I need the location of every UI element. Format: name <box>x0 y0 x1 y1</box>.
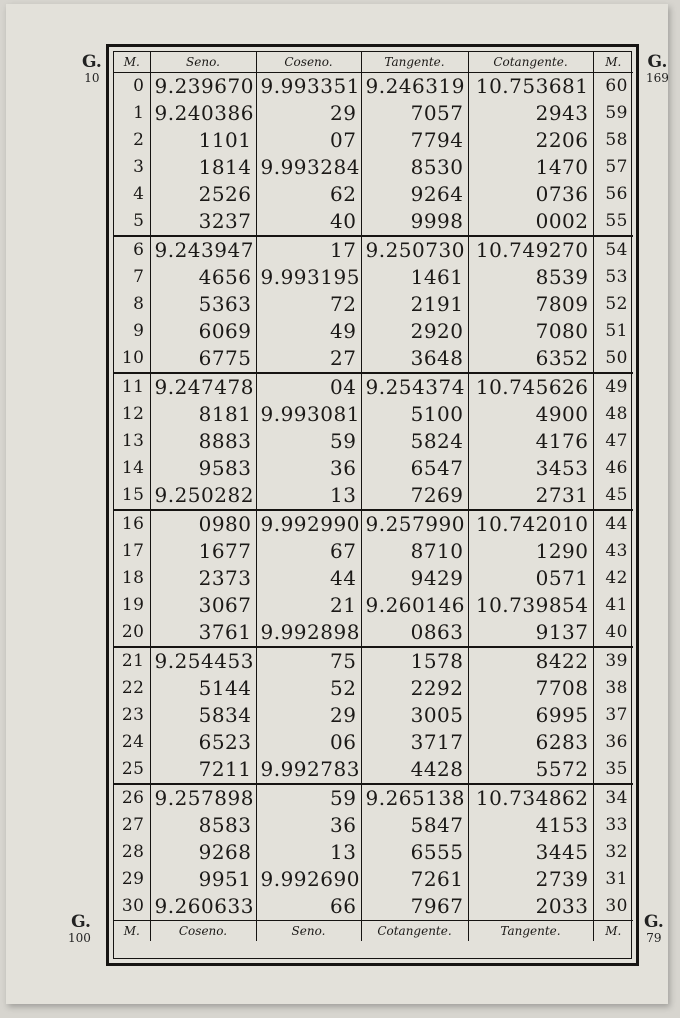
degree-label: G. <box>82 52 102 72</box>
coseno-cell: 59 <box>256 428 361 455</box>
tangente-cell: 7967 <box>361 893 468 921</box>
minute-right-cell: 49 <box>593 373 633 401</box>
minute-cell: 3 <box>133 157 145 177</box>
seno-cell: 9.250282 <box>150 482 256 510</box>
coseno-cell: 36 <box>256 455 361 482</box>
seno-cell: 9.254453 <box>150 647 256 675</box>
table-row <box>114 619 633 647</box>
cotangente-cell: 10.753681 <box>468 73 593 101</box>
coseno-cell: 04 <box>256 373 361 401</box>
minute-right-cell: 55 <box>593 208 633 236</box>
minute-cell: 25 <box>121 759 145 779</box>
cotangente-cell: 7708 <box>468 675 593 702</box>
coseno-cell: 9.992690 <box>256 866 361 893</box>
coseno-cell: 9.993284 <box>256 154 361 181</box>
tangente-cell: 8710 <box>361 538 468 565</box>
coseno-cell: 17 <box>256 236 361 264</box>
tangente-cell: 5100 <box>361 401 468 428</box>
coseno-cell: 62 <box>256 181 361 208</box>
margin-degree-bottom-right <box>644 914 664 946</box>
coseno-cell: 9.993195 <box>256 264 361 291</box>
minute-right-cell: 53 <box>593 264 633 291</box>
minute-right-cell: 60 <box>593 73 633 101</box>
minute-cell: 22 <box>121 678 145 698</box>
seno-cell: 9951 <box>150 866 256 893</box>
minute-cell: 18 <box>121 568 145 588</box>
seno-cell: 9.239670 <box>150 73 256 101</box>
seno-cell: 6523 <box>150 729 256 756</box>
coseno-cell: 13 <box>256 482 361 510</box>
table-row <box>114 318 633 345</box>
seno-cell: 9.240386 <box>150 100 256 127</box>
degree-label: G. <box>71 912 91 932</box>
coseno-cell: 59 <box>256 784 361 812</box>
minute-right-cell: 47 <box>593 428 633 455</box>
table-row <box>114 510 633 538</box>
cotangente-cell: 3445 <box>468 839 593 866</box>
seno-cell: 8181 <box>150 401 256 428</box>
tangente-cell: 9.250730 <box>361 236 468 264</box>
tangente-cell: 6555 <box>361 839 468 866</box>
tangente-cell: 8530 <box>361 154 468 181</box>
tangente-cell: 7269 <box>361 482 468 510</box>
cotangente-cell: 0002 <box>468 208 593 236</box>
table-row <box>114 812 633 839</box>
minute-cell: 5 <box>133 211 145 231</box>
minute-cell: 11 <box>114 373 150 401</box>
seno-cell: 3067 <box>150 592 256 619</box>
minute-cell: 27 <box>121 815 145 835</box>
cotangente-cell: 0736 <box>468 181 593 208</box>
coseno-cell: 9.993081 <box>256 401 361 428</box>
seno-cell: 2526 <box>150 181 256 208</box>
degree-label: G. <box>644 912 664 932</box>
seno-cell: 9.257898 <box>150 784 256 812</box>
minute-cell: 10 <box>121 348 145 368</box>
minute-cell: 19 <box>121 595 145 615</box>
minute-right-cell: 48 <box>593 401 633 428</box>
minute-right-cell: 31 <box>593 866 633 893</box>
minute-right-cell: 56 <box>593 181 633 208</box>
degree-label: G. <box>647 52 668 72</box>
cotangente-cell: 8539 <box>468 264 593 291</box>
minute-cell: 14 <box>121 458 145 478</box>
table-row <box>114 181 633 208</box>
seno-cell: 9.247478 <box>150 373 256 401</box>
seno-cell: 6069 <box>150 318 256 345</box>
degree-number: 10 <box>84 71 100 85</box>
cotangente-cell: 0571 <box>468 565 593 592</box>
tangente-cell: 3648 <box>361 345 468 373</box>
seno-cell: 5834 <box>150 702 256 729</box>
minute-right-cell: 58 <box>593 127 633 154</box>
tangente-cell: 7794 <box>361 127 468 154</box>
minute-right-cell: 57 <box>593 154 633 181</box>
table-row <box>114 236 633 264</box>
tangente-cell: 6547 <box>361 455 468 482</box>
minute-right-cell: 38 <box>593 675 633 702</box>
seno-cell: 1677 <box>150 538 256 565</box>
cotangente-cell: 10.742010 <box>468 510 593 538</box>
cotangente-cell: 1290 <box>468 538 593 565</box>
table-row <box>114 73 633 101</box>
footer-cotangente: Cotangente. <box>361 921 468 942</box>
cotangente-cell: 4153 <box>468 812 593 839</box>
tangente-cell: 5847 <box>361 812 468 839</box>
tangente-cell: 7057 <box>361 100 468 127</box>
table-row <box>114 756 633 784</box>
table-row <box>114 455 633 482</box>
table-row <box>114 565 633 592</box>
table-row <box>114 482 633 510</box>
minute-cell: 26 <box>114 784 150 812</box>
minute-cell: 24 <box>121 732 145 752</box>
tangente-cell: 9.260146 <box>361 592 468 619</box>
margin-degree-top-left <box>82 54 102 86</box>
tangente-cell: 3717 <box>361 729 468 756</box>
seno-cell: 6775 <box>150 345 256 373</box>
cotangente-cell: 6352 <box>468 345 593 373</box>
table-row <box>114 538 633 565</box>
tangente-cell: 2191 <box>361 291 468 318</box>
minute-cell: 0 <box>114 73 150 101</box>
seno-cell: 1101 <box>150 127 256 154</box>
cotangente-cell: 7809 <box>468 291 593 318</box>
coseno-cell: 06 <box>256 729 361 756</box>
cotangente-cell: 10.734862 <box>468 784 593 812</box>
coseno-cell: 44 <box>256 565 361 592</box>
cotangente-cell: 2943 <box>468 100 593 127</box>
table-row <box>114 373 633 401</box>
table-header-row <box>114 52 633 73</box>
minute-right-cell: 46 <box>593 455 633 482</box>
minute-cell: 20 <box>121 622 145 642</box>
minute-cell: 28 <box>121 842 145 862</box>
seno-cell: 4656 <box>150 264 256 291</box>
degree-number: 169 <box>646 71 669 85</box>
table-row <box>114 345 633 373</box>
cotangente-cell: 9137 <box>468 619 593 647</box>
margin-degree-bottom-left <box>68 914 91 946</box>
table-row <box>114 702 633 729</box>
minute-right-cell: 51 <box>593 318 633 345</box>
cotangente-cell: 10.749270 <box>468 236 593 264</box>
coseno-cell: 66 <box>256 893 361 921</box>
table-footer-row <box>114 921 633 942</box>
coseno-cell: 72 <box>256 291 361 318</box>
cotangente-cell: 6283 <box>468 729 593 756</box>
tangente-cell: 1461 <box>361 264 468 291</box>
margin-degree-top-right <box>646 54 669 86</box>
cotangente-cell: 10.745626 <box>468 373 593 401</box>
coseno-cell: 27 <box>256 345 361 373</box>
cotangente-cell: 5572 <box>468 756 593 784</box>
table-body <box>114 73 633 921</box>
cotangente-cell: 7080 <box>468 318 593 345</box>
footer-minutes-right: M. <box>593 921 633 942</box>
minute-cell: 23 <box>121 705 145 725</box>
minute-cell: 4 <box>133 184 145 204</box>
minute-cell: 13 <box>121 431 145 451</box>
minute-right-cell: 35 <box>593 756 633 784</box>
table-row <box>114 154 633 181</box>
book-page <box>6 4 668 1004</box>
minute-cell: 6 <box>114 236 150 264</box>
header-cotangente: Cotangente. <box>468 52 593 73</box>
cotangente-cell: 2731 <box>468 482 593 510</box>
seno-cell: 1814 <box>150 154 256 181</box>
tangente-cell: 0863 <box>361 619 468 647</box>
cotangente-cell: 4900 <box>468 401 593 428</box>
tangente-cell: 9429 <box>361 565 468 592</box>
logarithm-table <box>114 52 633 941</box>
coseno-cell: 9.992783 <box>256 756 361 784</box>
table-row <box>114 784 633 812</box>
tangente-cell: 3005 <box>361 702 468 729</box>
seno-cell: 5144 <box>150 675 256 702</box>
minute-cell: 9 <box>133 321 145 341</box>
tangente-cell: 9264 <box>361 181 468 208</box>
header-minutes: M. <box>114 52 150 73</box>
coseno-cell: 49 <box>256 318 361 345</box>
minute-right-cell: 50 <box>593 345 633 373</box>
table-row <box>114 866 633 893</box>
cotangente-cell: 2739 <box>468 866 593 893</box>
minute-right-cell: 54 <box>593 236 633 264</box>
minute-cell: 29 <box>121 869 145 889</box>
minute-right-cell: 37 <box>593 702 633 729</box>
coseno-cell: 36 <box>256 812 361 839</box>
cotangente-cell: 1470 <box>468 154 593 181</box>
minute-cell: 30 <box>121 896 145 916</box>
coseno-cell: 40 <box>256 208 361 236</box>
header-tangente: Tangente. <box>361 52 468 73</box>
table-row <box>114 100 633 127</box>
minute-right-cell: 33 <box>593 812 633 839</box>
coseno-cell: 13 <box>256 839 361 866</box>
table-row <box>114 675 633 702</box>
tangente-cell: 9.257990 <box>361 510 468 538</box>
cotangente-cell: 3453 <box>468 455 593 482</box>
minute-cell: 15 <box>121 485 145 505</box>
tangente-cell: 7261 <box>361 866 468 893</box>
tangente-cell: 2292 <box>361 675 468 702</box>
footer-tangente: Tangente. <box>468 921 593 942</box>
seno-cell: 0980 <box>150 510 256 538</box>
coseno-cell: 75 <box>256 647 361 675</box>
minute-right-cell: 59 <box>593 100 633 127</box>
header-seno: Seno. <box>150 52 256 73</box>
cotangente-cell: 8422 <box>468 647 593 675</box>
coseno-cell: 9.993351 <box>256 73 361 101</box>
minute-cell: 7 <box>133 267 145 287</box>
table-row <box>114 839 633 866</box>
seno-cell: 9.260633 <box>150 893 256 921</box>
minute-right-cell: 34 <box>593 784 633 812</box>
table-row <box>114 208 633 236</box>
tangente-cell: 9998 <box>361 208 468 236</box>
cotangente-cell: 10.739854 <box>468 592 593 619</box>
footer-coseno: Coseno. <box>150 921 256 942</box>
seno-cell: 3237 <box>150 208 256 236</box>
coseno-cell: 07 <box>256 127 361 154</box>
minute-right-cell: 52 <box>593 291 633 318</box>
degree-number: 79 <box>646 931 662 945</box>
coseno-cell: 67 <box>256 538 361 565</box>
minute-right-cell: 32 <box>593 839 633 866</box>
seno-cell: 8583 <box>150 812 256 839</box>
minute-right-cell: 36 <box>593 729 633 756</box>
header-coseno: Coseno. <box>256 52 361 73</box>
footer-minutes: M. <box>114 921 150 942</box>
coseno-cell: 9.992898 <box>256 619 361 647</box>
seno-cell: 9.243947 <box>150 236 256 264</box>
coseno-cell: 29 <box>256 100 361 127</box>
minute-right-cell: 40 <box>593 619 633 647</box>
minute-cell: 8 <box>133 294 145 314</box>
minute-right-cell: 41 <box>593 592 633 619</box>
minute-right-cell: 44 <box>593 510 633 538</box>
minute-cell: 12 <box>121 404 145 424</box>
minute-right-cell: 30 <box>593 893 633 921</box>
table-row <box>114 893 633 921</box>
seno-cell: 2373 <box>150 565 256 592</box>
minute-right-cell: 43 <box>593 538 633 565</box>
tangente-cell: 9.265138 <box>361 784 468 812</box>
table-row <box>114 127 633 154</box>
table-row <box>114 428 633 455</box>
minute-cell: 1 <box>133 103 145 123</box>
table-row <box>114 647 633 675</box>
seno-cell: 9583 <box>150 455 256 482</box>
tangente-cell: 2920 <box>361 318 468 345</box>
minute-cell: 2 <box>133 130 145 150</box>
header-minutes-right: M. <box>593 52 633 73</box>
table-row <box>114 729 633 756</box>
cotangente-cell: 2206 <box>468 127 593 154</box>
table-row <box>114 592 633 619</box>
cotangente-cell: 2033 <box>468 893 593 921</box>
minute-right-cell: 42 <box>593 565 633 592</box>
table-frame <box>106 44 639 966</box>
tangente-cell: 5824 <box>361 428 468 455</box>
coseno-cell: 29 <box>256 702 361 729</box>
cotangente-cell: 4176 <box>468 428 593 455</box>
tangente-cell: 4428 <box>361 756 468 784</box>
footer-seno: Seno. <box>256 921 361 942</box>
table-row <box>114 401 633 428</box>
seno-cell: 9268 <box>150 839 256 866</box>
tangente-cell: 1578 <box>361 647 468 675</box>
cotangente-cell: 6995 <box>468 702 593 729</box>
degree-number: 100 <box>68 931 91 945</box>
coseno-cell: 52 <box>256 675 361 702</box>
coseno-cell: 21 <box>256 592 361 619</box>
minute-right-cell: 39 <box>593 647 633 675</box>
coseno-cell: 9.992990 <box>256 510 361 538</box>
minute-cell: 16 <box>114 510 150 538</box>
tangente-cell: 9.246319 <box>361 73 468 101</box>
tangente-cell: 9.254374 <box>361 373 468 401</box>
minute-right-cell: 45 <box>593 482 633 510</box>
minute-cell: 17 <box>121 541 145 561</box>
seno-cell: 7211 <box>150 756 256 784</box>
seno-cell: 3761 <box>150 619 256 647</box>
table-row <box>114 291 633 318</box>
seno-cell: 8883 <box>150 428 256 455</box>
minute-cell: 21 <box>114 647 150 675</box>
table-row <box>114 264 633 291</box>
seno-cell: 5363 <box>150 291 256 318</box>
